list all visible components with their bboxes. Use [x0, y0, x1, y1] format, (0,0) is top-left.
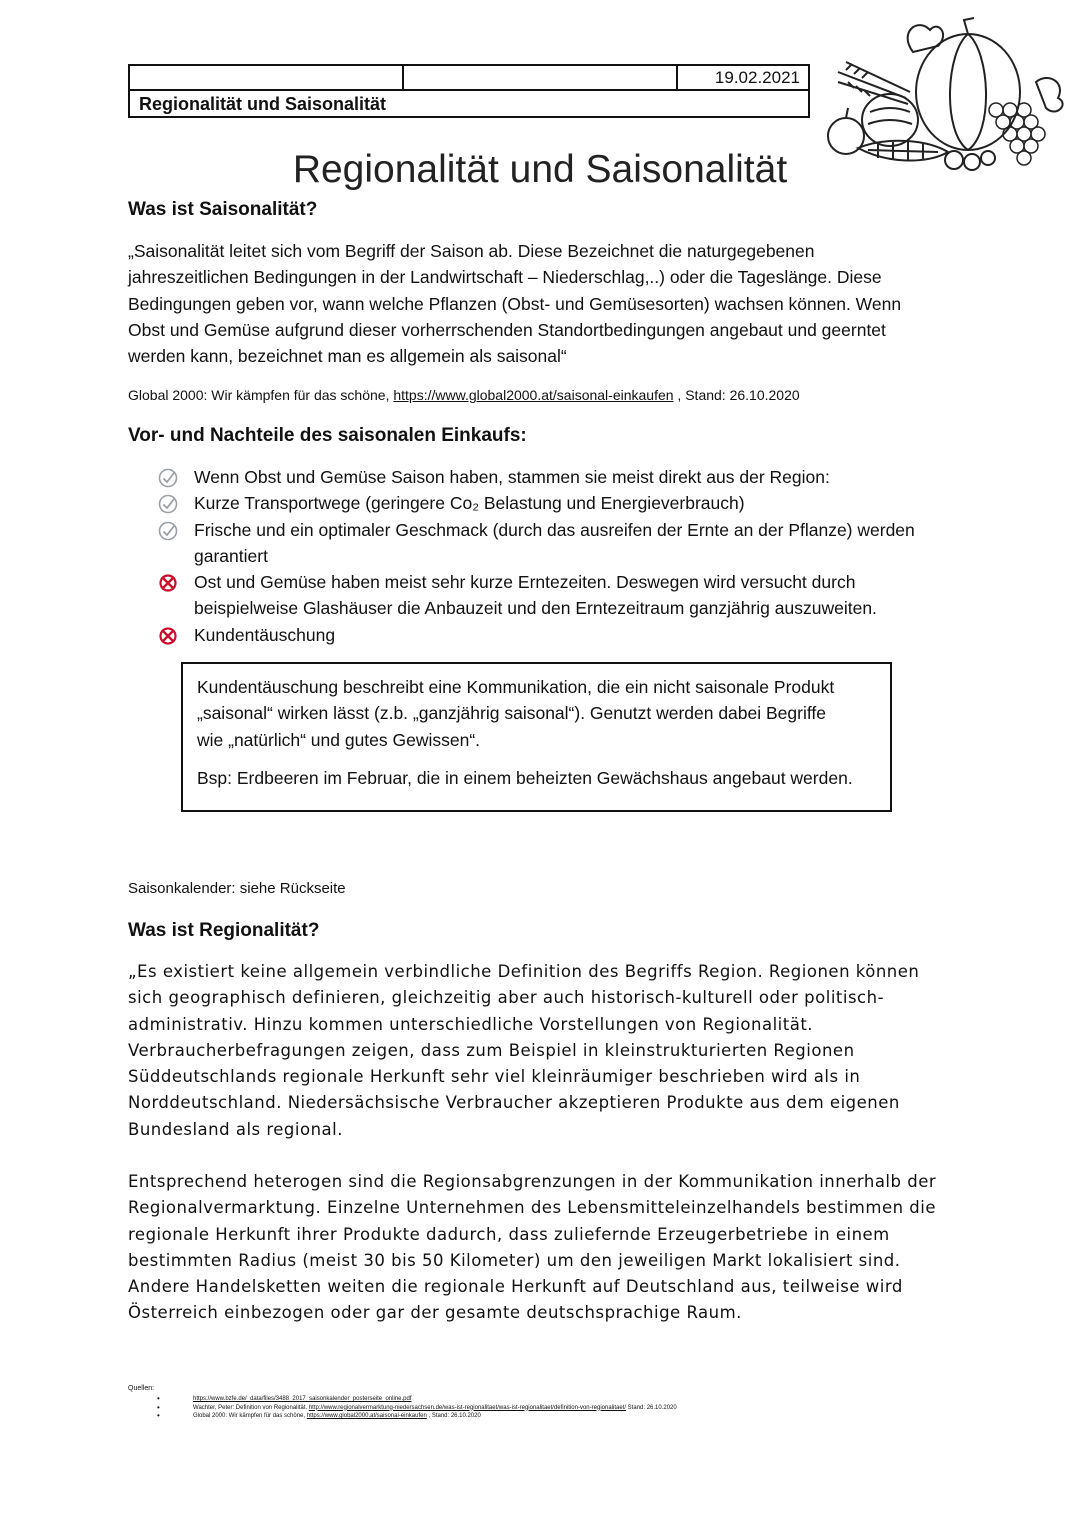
text-line: bestimmten Radius (meist 30 bis 50 Kilometer) um den jeweiligen Markt lokalisiert sind. — [128, 1250, 901, 1270]
text-line: Kundentäuschung beschreibt eine Kommunikation, die ein nicht saisonale Produkt — [197, 677, 835, 697]
text-line: „Es existiert keine allgemein verbindliche Definition des Begriffs Region. Regionen können — [128, 962, 920, 981]
paragraph-region-1 — [128, 959, 958, 1143]
text-line: Norddeutschland. Niedersächsische Verbraucher akzeptieren Produkte aus dem eigenen — [128, 1093, 900, 1113]
source-link[interactable]: https://www.global2000.at/saisonal-einkaufen — [393, 387, 674, 403]
text-line: Süddeutschlands regionale Herkunft sehr viel kleinräumiger beschrieben wird als in — [128, 1067, 861, 1087]
source-suffix: , Stand: 26.10.2020 — [673, 387, 800, 403]
source-link[interactable]: https://www.bzfe.de/_data/files/3488_2017_saisonkalender_posterseite_online.pdf — [193, 1396, 412, 1402]
calendar-note: Saisonkalender: siehe Rückseite — [128, 880, 346, 897]
header-row — [130, 66, 808, 91]
box-example: Bsp: Erdbeeren im Februar, die in einem beheizten Gewächshaus angebaut werden. — [197, 768, 853, 788]
source-text: Wachter, Peter: Definition von Regionalität. — [193, 1404, 309, 1411]
source-prefix: Global 2000: Wir kämpfen für das schöne, — [128, 387, 394, 403]
text-line: Bundesland als regional. — [128, 1119, 343, 1139]
text-line: Österreich einbezogen oder gar der gesamte deutschsprachige Raum. — [128, 1303, 742, 1323]
source-link[interactable]: https://www.global2000.at/saisonal-einkaufen — [306, 1413, 427, 1419]
heading-saisonalitaet: Was ist Saisonalität? — [128, 199, 318, 220]
sources-list — [157, 1395, 677, 1421]
text-line: jahreszeitlichen Bedingungen in der Landwirtschaft – Niederschlag,..) oder die Tageslänge. Diese — [128, 267, 882, 288]
item-line: Wenn Obst und Gemüse Saison haben, stammen sie meist direkt aus der Region: — [194, 467, 830, 487]
list-item — [158, 490, 958, 516]
header-cell-name — [130, 66, 404, 89]
source-suffix: Stand: 26.10.2020 — [626, 1404, 677, 1411]
text-line: Obst und Gemüse aufgrund dieser vorherrschenden Standortbedingungen angebaut und geerntet — [128, 319, 886, 340]
box-definition — [197, 674, 887, 753]
text-line: Entsprechend heterogen sind die Regionsabgrenzungen in der Kommunikation innerhalb der — [128, 1172, 937, 1191]
list-item — [158, 622, 958, 648]
header-table — [128, 64, 810, 118]
paragraph-region-2 — [128, 1169, 958, 1327]
info-box-kundentaeuschung — [181, 662, 892, 812]
list-item — [158, 569, 958, 622]
pros-cons-list — [158, 464, 958, 648]
cross-box-icon — [158, 573, 178, 593]
text-line: werden kann, bezeichnet man es allgemein als saisonal“ — [128, 346, 567, 367]
item-line: Frische und ein optimaler Geschmack (durch das ausreifen der Ernte an der Pflanze) werden — [194, 519, 915, 540]
item-line: Kurze Transportwege (geringere Co₂ Belastung und Energieverbrauch) — [194, 493, 745, 514]
cross-box-icon — [158, 626, 178, 646]
header-cell-class — [404, 66, 678, 89]
text-line: Verbraucherbefragungen zeigen, dass zum Beispiel in kleinstrukturierten Regionen — [128, 1040, 855, 1060]
list-item — [158, 464, 958, 490]
heading-regionalitaet: Was ist Regionalität? — [128, 920, 320, 941]
header-topic: Regionalität und Saisonalität — [139, 94, 387, 114]
page-title: Regionalität und Saisonalität — [292, 148, 788, 191]
list-item — [158, 517, 958, 570]
text-line: sich geographisch definieren, gleichzeitig aber auch historisch-kulturell oder politisch- — [128, 988, 885, 1008]
check-circle-icon — [158, 521, 178, 541]
text-line: administrativ. Hinzu kommen unterschiedliche Vorstellungen von Regionalität. — [128, 1014, 814, 1034]
check-circle-icon — [158, 468, 178, 488]
source-item — [157, 1412, 677, 1421]
source-item — [157, 1395, 677, 1404]
item-line: Kundentäuschung — [194, 624, 336, 645]
text-line: Regionalvermarktung. Einzelne Unternehmen des Lebensmitteleinzelhandels bestimmen die — [128, 1198, 937, 1218]
text-line: „Saisonalität leitet sich vom Begriff der Saison ab. Diese Bezeichnet die naturgegebenen — [128, 241, 815, 261]
source-saisonalitaet — [128, 386, 800, 404]
sources-label: Quellen: — [128, 1385, 155, 1392]
quote-saisonalitaet — [128, 238, 958, 369]
source-suffix: , Stand: 26.10.2020 — [426, 1413, 481, 1419]
item-line: Ost und Gemüse haben meist sehr kurze Erntezeiten. Deswegen wird versucht durch — [194, 572, 856, 593]
source-link[interactable]: http://www.regionalvermarktung-niedersachsen.de/was-ist-regionalitaet/was-ist-regionalitaet/definition-von-regionalitaet/ — [308, 1404, 627, 1411]
header-date: 19.02.2021 — [714, 68, 800, 87]
text-line: Bedingungen geben vor, wann welche Pflanzen (Obst- und Gemüsesorten) wachsen können. Wenn — [128, 293, 902, 314]
item-line: beispielweise Glashäuser die Anbauzeit und den Erntezeitraum ganzjährig auszuweiten. — [194, 598, 877, 619]
text-line: regionale Herkunft ihrer Produkte dadurch, dass zuliefernde Erzeugerbetriebe in einem — [128, 1224, 890, 1244]
source-text: Global 2000: Wir kämpfen für das schöne, — [193, 1413, 307, 1419]
check-circle-icon — [158, 494, 178, 514]
text-line: wie „natürlich“ und gutes Gewissen“. — [197, 729, 481, 750]
text-line: „saisonal“ wirken lässt (z.b. „ganzjährig saisonal“). Genutzt werden dabei Begriffe — [197, 703, 827, 724]
item-line: garantiert — [194, 545, 268, 566]
source-item — [157, 1404, 677, 1413]
heading-vor-nachteile: Vor- und Nachteile des saisonalen Einkaufs: — [128, 425, 527, 446]
text-line: Andere Handelsketten weiten die regionale Herkunft auf Deutschland aus, teilweise wird — [128, 1277, 903, 1297]
